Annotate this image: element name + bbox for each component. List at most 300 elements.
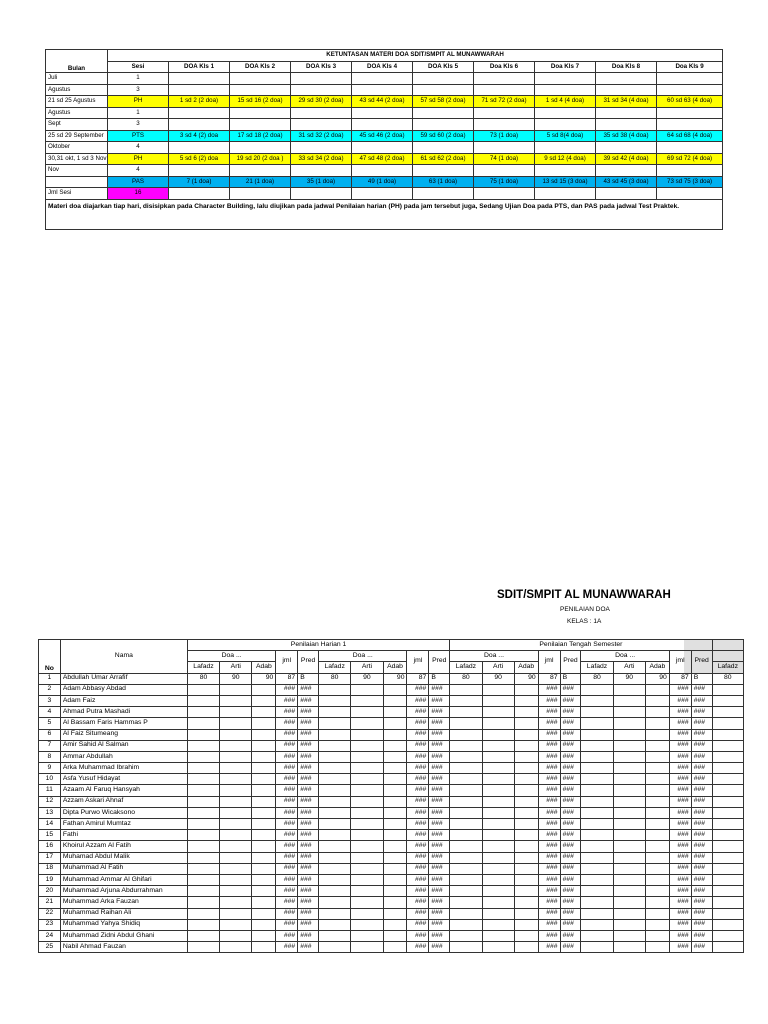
score-jml: ###	[538, 863, 560, 874]
score-lafadz-extra	[712, 930, 743, 941]
cell-kls-5	[413, 142, 474, 154]
score-lafadz	[187, 684, 219, 695]
score-adab	[383, 886, 407, 897]
cell-kls-3	[291, 73, 352, 85]
header-col-7: Doa Kls 6	[474, 61, 535, 73]
score-adab	[252, 863, 276, 874]
score-lafadz	[581, 930, 613, 941]
header-arti: Arti	[482, 662, 514, 673]
score-lafadz-extra	[712, 684, 743, 695]
score-arti	[613, 695, 645, 706]
score-jml: ###	[276, 796, 298, 807]
score-adab	[514, 807, 538, 818]
cell-kls-1: 7 (1 doa)	[169, 176, 230, 188]
score-lafadz-extra	[712, 908, 743, 919]
score-jml: ###	[669, 695, 691, 706]
score-adab	[383, 718, 407, 729]
score-lafadz: 80	[319, 673, 351, 684]
row-number: 1	[39, 673, 61, 684]
cell-kls-4	[352, 165, 413, 177]
score-arti	[613, 919, 645, 930]
group-penilaian-harian: Penilaian Harian 1	[187, 640, 449, 651]
cell-bulan: 30,31 okt, 1 sd 3 Nov	[46, 153, 108, 165]
score-pred: ###	[429, 796, 450, 807]
student-row	[39, 684, 744, 695]
row-number: 6	[39, 729, 61, 740]
cell-kls-5	[413, 119, 474, 131]
cell-sesi: PH	[108, 153, 169, 165]
cell-kls-2	[230, 165, 291, 177]
score-lafadz-extra	[712, 740, 743, 751]
score-jml: ###	[538, 807, 560, 818]
score-pred: ###	[298, 707, 319, 718]
class-label: KELAS : 1A	[567, 618, 602, 625]
score-lafadz-extra	[712, 897, 743, 908]
score-arti	[220, 796, 252, 807]
score-adab	[383, 684, 407, 695]
row-number: 3	[39, 695, 61, 706]
score-jml: ###	[276, 886, 298, 897]
score-pred: ###	[429, 729, 450, 740]
header-lafadz: Lafadz	[319, 662, 351, 673]
score-pred: ###	[691, 908, 712, 919]
cell-kls-3: 31 sd 32 (2 doa)	[291, 130, 352, 142]
score-lafadz	[450, 930, 482, 941]
score-lafadz	[187, 942, 219, 953]
score-lafadz	[319, 796, 351, 807]
score-pred: ###	[560, 886, 581, 897]
score-adab	[252, 785, 276, 796]
materi-row	[46, 176, 723, 188]
score-arti	[220, 841, 252, 852]
cell-kls-6: 71 sd 72 (2 doa)	[474, 96, 535, 108]
student-name: Nabil Ahmad Fauzan	[60, 942, 187, 953]
row-number: 5	[39, 718, 61, 729]
score-pred: ###	[691, 751, 712, 762]
student-name: Muhamad Abdul Malik	[60, 852, 187, 863]
cell-kls-1: 1 sd 2 (2 doa)	[169, 96, 230, 108]
header-col-2: DOA Kls 1	[169, 61, 230, 73]
score-jml: ###	[669, 852, 691, 863]
score-pred: ###	[691, 942, 712, 953]
score-jml: ###	[669, 684, 691, 695]
cell-kls-9	[657, 107, 723, 119]
cell-kls-8	[596, 84, 657, 96]
score-lafadz	[581, 729, 613, 740]
score-lafadz	[450, 785, 482, 796]
cell-kls-5: 57 sd 58 (2 doa)	[413, 96, 474, 108]
score-adab	[383, 863, 407, 874]
score-jml: ###	[407, 852, 429, 863]
score-jml: ###	[407, 707, 429, 718]
cell-kls-5	[413, 84, 474, 96]
score-arti	[351, 874, 383, 885]
cell-sesi: PAS	[108, 176, 169, 188]
student-row	[39, 830, 744, 841]
cell-kls-1	[169, 84, 230, 96]
score-adab	[514, 908, 538, 919]
student-row	[39, 796, 744, 807]
cell-kls-6	[474, 107, 535, 119]
score-pred: ###	[429, 841, 450, 852]
score-arti: 90	[482, 673, 514, 684]
score-jml: ###	[407, 919, 429, 930]
score-pred: ###	[429, 874, 450, 885]
score-jml: ###	[669, 807, 691, 818]
score-adab	[252, 819, 276, 830]
score-lafadz-extra	[712, 886, 743, 897]
group-extra	[712, 640, 743, 651]
score-arti	[482, 897, 514, 908]
score-lafadz-extra	[712, 841, 743, 852]
cell-kls-8: 39 sd 42 (4 doa)	[596, 153, 657, 165]
score-adab	[252, 908, 276, 919]
score-arti	[351, 819, 383, 830]
cell-kls-5: 61 sd 62 (2 doa)	[413, 153, 474, 165]
score-arti: 90	[220, 673, 252, 684]
score-arti	[220, 874, 252, 885]
score-adab	[383, 830, 407, 841]
score-jml: ###	[538, 819, 560, 830]
header-bulan: Bulan	[46, 50, 108, 73]
score-lafadz	[581, 695, 613, 706]
score-arti	[613, 785, 645, 796]
score-adab	[252, 774, 276, 785]
score-adab	[514, 942, 538, 953]
score-pred: ###	[298, 942, 319, 953]
score-arti	[220, 886, 252, 897]
cell-kls-9: 60 sd 63 (4 doa)	[657, 96, 723, 108]
score-lafadz	[450, 830, 482, 841]
score-lafadz	[581, 684, 613, 695]
score-pred: ###	[691, 684, 712, 695]
score-jml: ###	[276, 874, 298, 885]
student-name: Al Bassam Faris Hammas P	[60, 718, 187, 729]
cell-kls-2: 15 sd 16 (2 doa)	[230, 96, 291, 108]
score-pred: ###	[429, 886, 450, 897]
score-jml: ###	[669, 942, 691, 953]
score-lafadz	[187, 819, 219, 830]
materi-row	[46, 188, 723, 200]
score-arti	[220, 684, 252, 695]
cell-kls-7	[535, 188, 596, 200]
score-jml: ###	[538, 886, 560, 897]
cell-kls-6	[474, 119, 535, 131]
score-adab	[514, 785, 538, 796]
score-adab	[383, 908, 407, 919]
score-jml: ###	[276, 930, 298, 941]
score-pred: ###	[298, 718, 319, 729]
score-jml: 87	[276, 673, 298, 684]
score-arti	[613, 740, 645, 751]
cell-kls-4	[352, 107, 413, 119]
score-jml: ###	[538, 774, 560, 785]
score-adab	[383, 763, 407, 774]
cell-kls-6: 74 (1 doa)	[474, 153, 535, 165]
student-row	[39, 863, 744, 874]
score-adab	[383, 852, 407, 863]
score-lafadz	[450, 729, 482, 740]
score-arti	[482, 751, 514, 762]
score-lafadz-extra	[712, 774, 743, 785]
score-arti	[613, 897, 645, 908]
score-lafadz-extra	[712, 863, 743, 874]
cell-bulan: 21 sd 25 Agustus	[46, 96, 108, 108]
score-jml: ###	[669, 897, 691, 908]
score-pred: ###	[691, 718, 712, 729]
cell-kls-1	[169, 188, 230, 200]
score-jml: ###	[276, 942, 298, 953]
score-lafadz	[450, 919, 482, 930]
score-pred: ###	[298, 863, 319, 874]
score-lafadz	[450, 897, 482, 908]
score-jml: ###	[538, 684, 560, 695]
score-lafadz-extra: 80	[712, 673, 743, 684]
score-pred: ###	[298, 852, 319, 863]
score-lafadz-extra	[712, 830, 743, 841]
score-lafadz	[187, 774, 219, 785]
score-arti	[482, 908, 514, 919]
cell-kls-7: 13 sd 15 (3 doa)	[535, 176, 596, 188]
score-adab	[645, 751, 669, 762]
student-row	[39, 695, 744, 706]
score-pred: ###	[691, 819, 712, 830]
score-jml: ###	[669, 830, 691, 841]
score-pred: ###	[560, 919, 581, 930]
score-adab	[645, 796, 669, 807]
score-adab	[252, 751, 276, 762]
score-lafadz	[187, 897, 219, 908]
score-adab	[252, 919, 276, 930]
score-arti	[220, 919, 252, 930]
score-lafadz	[187, 830, 219, 841]
score-jml: ###	[538, 841, 560, 852]
header-adab: Adab	[383, 662, 407, 673]
materi-row	[46, 84, 723, 96]
score-pred: ###	[298, 908, 319, 919]
row-number: 24	[39, 930, 61, 941]
score-arti	[482, 919, 514, 930]
score-jml: ###	[276, 908, 298, 919]
score-pred: ###	[429, 763, 450, 774]
score-jml: ###	[538, 874, 560, 885]
student-name: Muhammad Arka Fauzan	[60, 897, 187, 908]
score-lafadz	[319, 942, 351, 953]
score-jml: ###	[669, 763, 691, 774]
row-number: 10	[39, 774, 61, 785]
row-number: 19	[39, 874, 61, 885]
cell-bulan	[46, 176, 108, 188]
score-jml: ###	[276, 718, 298, 729]
score-lafadz	[187, 886, 219, 897]
score-lafadz	[319, 908, 351, 919]
student-row	[39, 930, 744, 941]
score-lafadz	[187, 852, 219, 863]
student-row	[39, 718, 744, 729]
score-adab	[383, 819, 407, 830]
score-arti	[220, 729, 252, 740]
score-adab	[252, 930, 276, 941]
row-number: 14	[39, 819, 61, 830]
score-lafadz	[581, 908, 613, 919]
score-jml: ###	[538, 852, 560, 863]
score-adab: 90	[383, 673, 407, 684]
header-nama: Nama	[60, 640, 187, 674]
score-lafadz-extra	[712, 796, 743, 807]
cell-bulan: Nov	[46, 165, 108, 177]
score-adab	[514, 707, 538, 718]
score-lafadz	[581, 852, 613, 863]
score-arti	[351, 886, 383, 897]
score-pred: ###	[691, 897, 712, 908]
cell-kls-2	[230, 84, 291, 96]
score-pred: ###	[429, 897, 450, 908]
score-pred: ###	[429, 751, 450, 762]
header-jml: jml	[407, 651, 429, 673]
score-arti	[351, 863, 383, 874]
student-name: Adam Faiz	[60, 695, 187, 706]
score-adab	[514, 796, 538, 807]
score-pred: ###	[298, 740, 319, 751]
row-number: 17	[39, 852, 61, 863]
score-lafadz	[581, 897, 613, 908]
student-name: Azzam Askari Ahnaf	[60, 796, 187, 807]
student-name: Dipta Purwo Wicaksono	[60, 807, 187, 818]
score-arti	[220, 897, 252, 908]
score-arti	[220, 930, 252, 941]
score-arti	[613, 819, 645, 830]
score-adab	[383, 707, 407, 718]
score-lafadz	[450, 819, 482, 830]
score-adab	[645, 684, 669, 695]
cell-kls-2: 21 (1 doa)	[230, 176, 291, 188]
materi-row	[46, 142, 723, 154]
score-adab: 90	[514, 673, 538, 684]
score-pred: ###	[560, 942, 581, 953]
score-jml: ###	[538, 942, 560, 953]
cell-kls-9: 73 sd 75 (3 doa)	[657, 176, 723, 188]
score-adab	[252, 874, 276, 885]
score-pred: ###	[298, 819, 319, 830]
score-arti	[220, 785, 252, 796]
score-jml: ###	[407, 874, 429, 885]
score-jml: ###	[538, 718, 560, 729]
score-jml: ###	[407, 863, 429, 874]
score-adab	[645, 908, 669, 919]
score-jml: ###	[276, 763, 298, 774]
score-arti	[351, 695, 383, 706]
school-name: SDIT/SMPIT AL MUNAWWARAH	[497, 589, 671, 601]
score-pred: ###	[429, 785, 450, 796]
score-arti	[482, 930, 514, 941]
score-pred: ###	[298, 695, 319, 706]
score-lafadz	[450, 796, 482, 807]
row-number: 16	[39, 841, 61, 852]
score-jml: ###	[407, 751, 429, 762]
cell-kls-7: 5 sd 8(4 doa)	[535, 130, 596, 142]
cell-kls-2	[230, 188, 291, 200]
score-lafadz	[187, 718, 219, 729]
score-jml: ###	[669, 886, 691, 897]
header-pred: Pred	[298, 651, 319, 673]
score-adab	[645, 942, 669, 953]
cell-kls-2: 19 sd 20 (2 doa )	[230, 153, 291, 165]
score-pred: ###	[298, 930, 319, 941]
cell-kls-6	[474, 165, 535, 177]
cell-kls-3	[291, 84, 352, 96]
score-jml: ###	[276, 830, 298, 841]
score-lafadz	[319, 740, 351, 751]
cell-sesi: 4	[108, 165, 169, 177]
score-arti	[220, 942, 252, 953]
score-jml: ###	[276, 863, 298, 874]
score-jml: ###	[538, 930, 560, 941]
score-lafadz	[187, 919, 219, 930]
cell-kls-1	[169, 119, 230, 131]
score-pred: ###	[691, 695, 712, 706]
cell-kls-4	[352, 84, 413, 96]
student-name: Muhammad Yahya Shidiq	[60, 919, 187, 930]
score-arti	[482, 863, 514, 874]
cell-sesi: 16	[108, 188, 169, 200]
score-arti	[482, 718, 514, 729]
score-jml: ###	[669, 919, 691, 930]
row-number: 20	[39, 886, 61, 897]
score-adab	[252, 729, 276, 740]
score-lafadz	[187, 763, 219, 774]
score-lafadz-extra	[712, 729, 743, 740]
score-arti	[220, 740, 252, 751]
note-row	[46, 199, 723, 229]
header-col-10: Doa Kls 9	[657, 61, 723, 73]
score-adab	[645, 863, 669, 874]
score-pred: ###	[560, 684, 581, 695]
materi-row	[46, 96, 723, 108]
header-pred: Pred	[560, 651, 581, 673]
cell-kls-5	[413, 188, 474, 200]
score-arti	[482, 774, 514, 785]
score-lafadz	[581, 807, 613, 818]
report-subtitle: PENILAIAN DOA	[560, 606, 610, 613]
score-arti	[482, 740, 514, 751]
score-arti	[351, 897, 383, 908]
score-lafadz	[319, 819, 351, 830]
score-jml: ###	[407, 886, 429, 897]
score-arti	[220, 774, 252, 785]
score-arti	[220, 707, 252, 718]
score-lafadz	[319, 897, 351, 908]
cell-sesi: PH	[108, 96, 169, 108]
student-row	[39, 785, 744, 796]
score-jml: ###	[407, 695, 429, 706]
score-lafadz	[187, 841, 219, 852]
score-arti	[351, 763, 383, 774]
score-adab	[383, 942, 407, 953]
doa-group-label: Doa ...	[319, 651, 407, 662]
student-name: Amir Sahid Al Salman	[60, 740, 187, 751]
cell-kls-3	[291, 119, 352, 131]
score-pred: ###	[298, 751, 319, 762]
score-adab	[645, 774, 669, 785]
cell-kls-1	[169, 165, 230, 177]
header-adab: Adab	[514, 662, 538, 673]
header-arti: Arti	[613, 662, 645, 673]
score-adab	[514, 763, 538, 774]
header-col-3: DOA Kls 2	[230, 61, 291, 73]
score-jml: ###	[669, 774, 691, 785]
score-adab	[383, 751, 407, 762]
score-lafadz	[319, 707, 351, 718]
